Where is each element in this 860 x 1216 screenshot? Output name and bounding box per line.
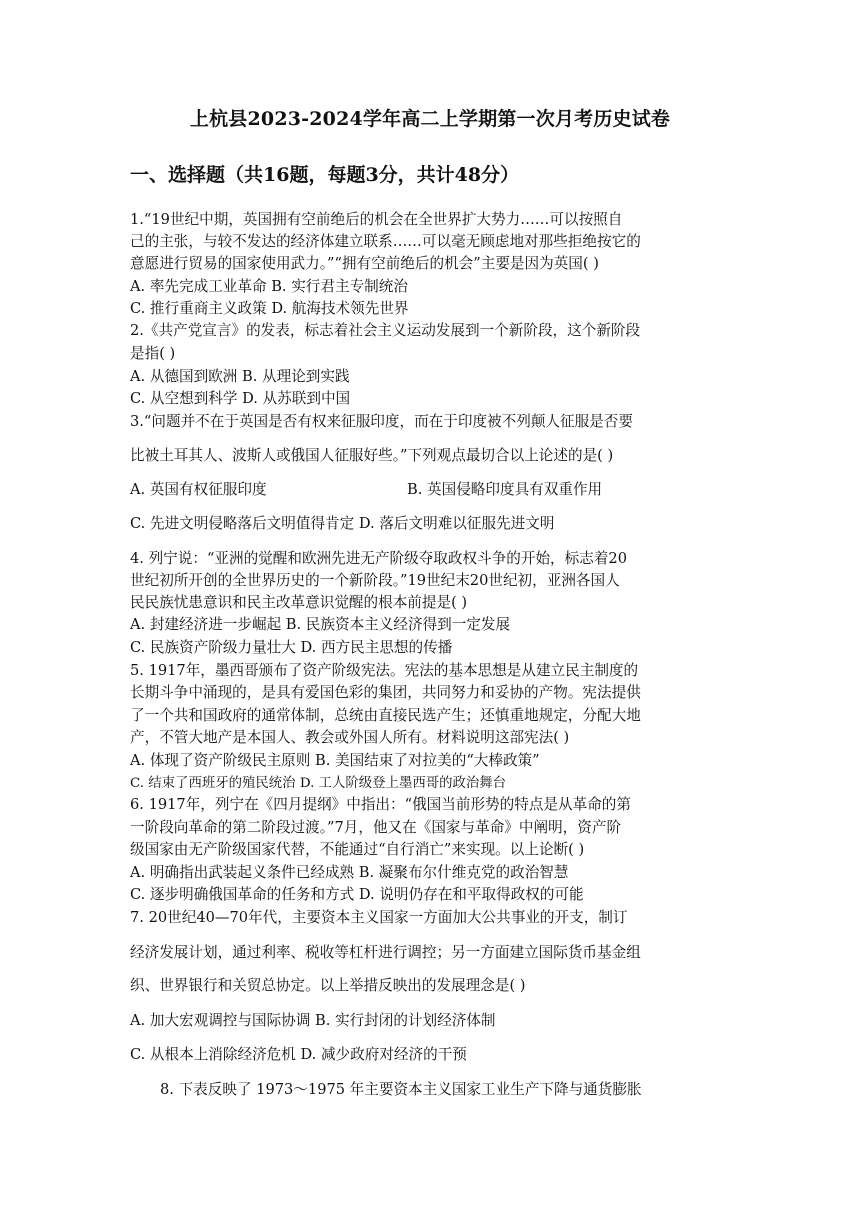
- q8-text-line-1: 8. 下表反映了 1973～1975 年主要资本主义国家工业生产下降与通货膨胀: [160, 1081, 642, 1098]
- q6-options-cd: C. 逐步明确俄国革命的任务和方式 D. 说明仍存在和平取得政权的可能: [130, 886, 584, 903]
- q1-text-line-2: 己的主张，与较不发达的经济体建立联系……可以毫无顾虑地对那些拒绝按它的: [130, 233, 641, 250]
- section-heading: 一、选择题（共16题，每题3分，共计48分）: [130, 164, 520, 186]
- q2-options-cd: C. 从空想到科学 D. 从苏联到中国: [130, 390, 351, 407]
- q2-options-ab: A. 从德国到欧洲 B. 从理论到实践: [130, 368, 350, 385]
- q7-text-line-1: 7. 20世纪40—70年代，主要资本主义国家一方面加大公共事业的开支，制订: [130, 909, 628, 926]
- q3-option-a: A. 英国有权征服印度: [130, 481, 267, 498]
- q3-options-cd: C. 先进文明侵略落后文明值得肯定 D. 落后文明难以征服先进文明: [130, 515, 555, 532]
- q4-options-ab: A. 封建经济进一步崛起 B. 民族资本主义经济得到一定发展: [130, 616, 511, 633]
- q3-text-line-2: 比被土耳其人、波斯人或俄国人征服好些。”下列观点最切合以上论述的是( ): [130, 447, 614, 464]
- q7-options-ab: A. 加大宏观调控与国际协调 B. 实行封闭的计划经济体制: [130, 1012, 496, 1029]
- q5-text-line-2: 长期斗争中涌现的，是具有爱国色彩的集团，共同努力和妥协的产物。宪法提供: [130, 684, 641, 701]
- q4-text-line-3: 民民族忧患意识和民主改革意识觉醒的根本前提是( ): [130, 594, 468, 611]
- q1-text-line-3: 意愿进行贸易的国家使用武力。”“拥有空前绝后的机会”主要是因为英国( ): [130, 255, 599, 272]
- q5-options-ab: A. 体现了资产阶级民主原则 B. 美国结束了对拉美的“大棒政策”: [130, 752, 540, 769]
- q1-options-ab: A. 率先完成工业革命 B. 实行君主专制统治: [130, 278, 408, 295]
- exam-title: 上杭县2023-2024学年高二上学期第一次月考历史试卷: [189, 108, 671, 130]
- q5-text-line-3: 了一个共和国政府的通常体制，总统由直接民选产生；还慎重地规定，分配大地: [130, 707, 641, 724]
- q4-text-line-1: 4. 列宁说：“亚洲的觉醒和欧洲先进无产阶级夺取政权斗争的开始，标志着20: [130, 550, 628, 567]
- q5-text-line-1: 5. 1917年，墨西哥颁布了资产阶级宪法。宪法的基本思想是从建立民主制度的: [130, 662, 639, 679]
- q2-text-line-1: 2.《共产党宣言》的发表，标志着社会主义运动发展到一个新阶段，这个新阶段: [130, 322, 641, 339]
- q7-text-line-3: 织、世界银行和关贸总协定。以上举措反映出的发展理念是( ): [130, 977, 526, 994]
- q3-option-a-row: [130, 480, 735, 500]
- q7-text-line-2: 经济发展计划，通过利率、税收等杠杆进行调控；另一方面建立国际货币基金组: [130, 944, 641, 961]
- q6-text-line-3: 级国家由无产阶级国家代替，不能通过“自行消亡”来实现。以上论断( ): [130, 841, 585, 858]
- q6-text-line-1: 6. 1917年，列宁在《四月提纲》中指出：“俄国当前形势的特点是从革命的第: [130, 796, 631, 813]
- q3-option-b: B. 英国侵略印度具有双重作用: [407, 481, 603, 498]
- q5-text-line-4: 产，不管大地产是本国人、教会或外国人所有。材料说明这部宪法( ): [130, 729, 570, 746]
- q7-options-cd: C. 从根本上消除经济危机 D. 减少政府对经济的干预: [130, 1046, 467, 1063]
- q3-text-line-1: 3.“问题并不在于英国是否有权来征服印度，而在于印度被不列颠人征服是否要: [130, 413, 633, 430]
- q5-options-cd: C. 结束了西班牙的殖民统治 D. 工人阶级登上墨西哥的政治舞台: [130, 776, 507, 791]
- q6-text-line-2: 一阶段向革命的第二阶段过渡。”7月，他又在《国家与革命》中阐明，资产阶: [130, 819, 622, 836]
- q1-text-line-1: 1.“19世纪中期，英国拥有空前绝后的机会在全世界扩大势力……可以按照自: [130, 211, 623, 228]
- q4-options-cd: C. 民族资产阶级力量壮大 D. 西方民主思想的传播: [130, 639, 453, 656]
- q1-options-cd: C. 推行重商主义政策 D. 航海技术领先世界: [130, 300, 409, 317]
- q6-options-ab: A. 明确指出武装起义条件已经成熟 B. 凝聚布尔什维克党的政治智慧: [130, 864, 569, 881]
- q2-text-line-2: 是指( ): [130, 345, 176, 362]
- q4-text-line-2: 世纪初所开创的全世界历史的一个新阶段。”19世纪末20世纪初，亚洲各国人: [130, 572, 620, 589]
